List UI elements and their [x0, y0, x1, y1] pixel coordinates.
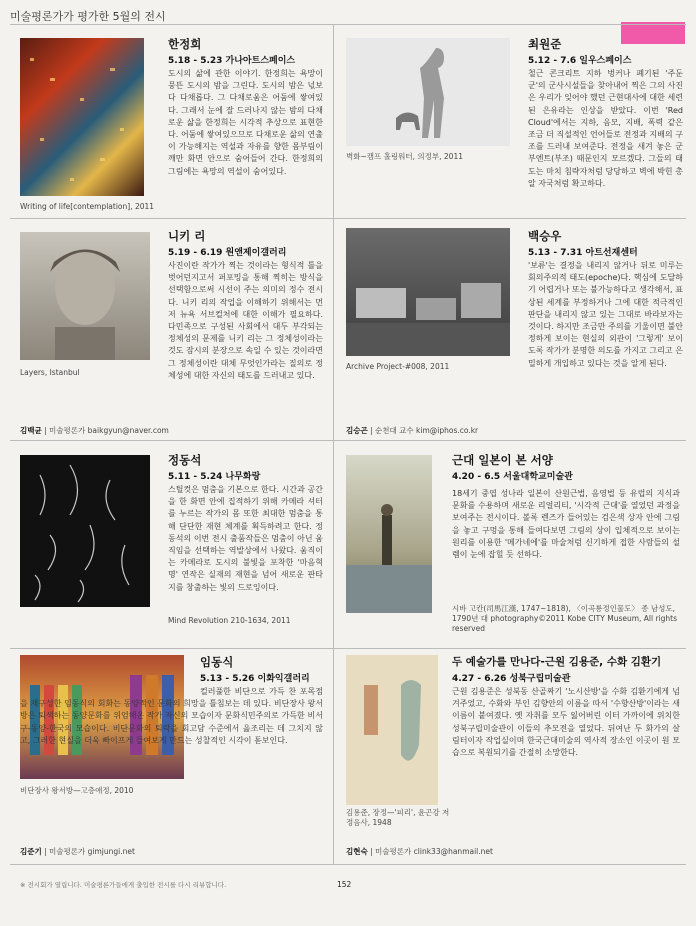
artwork-caption: Layers, Istanbul [20, 368, 80, 377]
artwork-image-nikki [20, 232, 150, 360]
artwork-image-han [20, 38, 144, 196]
city-lights-pattern [20, 38, 144, 196]
mural-figure-sketch [346, 38, 510, 146]
reviewer-name: 김승곤 [346, 426, 368, 435]
factory-interior-sketch [346, 228, 510, 356]
exhibition-dates-venue: 5.18 - 5.23 가나아트스페이스 [168, 56, 296, 66]
review-text: 도시의 삶에 관한 이야기. 한정희는 욕망이 뭉뜬 도시의 밤을 그린다. 도시의 밤은 넋보다 다채롭다. 그 다채로움은 어둠에 쌓여있다. 그래서 눈에 잘 드러나지 않는 밤의 다채로운 삶을 한정희는 시각적 추상으로 표현한다. 어둠에 쌓여있으므로 다채로운 삶의 연출이 가능해지는 역설과 자유를 향한 몸부림이 깨만 화면 안으로 숨어들어 간다. 한정희의 그림에는 욕망의 역설이 숨어있다. [168, 69, 323, 176]
reviewer-credit: 김승곤 | 순천대 교수 kim@iphos.co.kr [346, 426, 479, 435]
artwork-caption: 벽화~캠프 홀링워터, 의정부, 2011 [346, 152, 463, 161]
page-number: 152 [337, 880, 352, 889]
section-header: 미술평론가가 평가한 5월의 전시 [10, 10, 166, 23]
reviewer-info: 순천대 교수 kim@iphos.co.kr [375, 426, 479, 435]
reviewer-name: 김현숙 [346, 847, 368, 856]
artwork-caption: Mind Revolution 210-1634, 2011 [168, 616, 291, 625]
exhibition-dates-venue: 4.20 - 6.5 서울대학교미술관 [452, 472, 573, 482]
reviewer-info: 미술평론가 baikgyun@naver.com [49, 426, 169, 435]
footer-note: ※ 전시회가 열립니다. 미술평론가들에게 출입한 전시를 다시 리뷰합니다. [20, 881, 227, 889]
exhibition-dates-venue: 5.13 - 5.26 이화익갤러리 [200, 674, 310, 684]
exhibition-artist: 정동석 [168, 453, 202, 467]
exhibition-dates-venue: 5.12 - 7.6 일우스페이스 [528, 56, 632, 66]
exhibition-dates-venue: 5.11 - 5.24 나무화랑 [168, 472, 261, 482]
exhibition-dates-venue: 5.13 - 7.31 아트선재센터 [528, 248, 638, 258]
reviewer-credit: 김백균 | 미술평론가 baikgyun@naver.com [20, 426, 169, 435]
column-divider [333, 24, 334, 864]
reviewer-name: 김준기 [20, 847, 42, 856]
bottom-rule [10, 864, 686, 865]
exhibition-dates-venue: 5.19 - 6.19 원앤제이갤러리 [168, 248, 287, 258]
row-divider-2 [10, 440, 686, 441]
exhibition-artist: 두 예술가를 만나다-근원 김용준, 수화 김환기 [452, 656, 662, 668]
artwork-image-jung [20, 455, 150, 607]
artwork-caption: 시바 고칸(司馬江漢, 1747~1818), 〈이곡룡정인물도〉 종 남성도, 1790년 대 photography©2011 Kobe CITY Museum, All rights reserved [452, 604, 678, 633]
exhibition-artist: 한정희 [168, 37, 202, 51]
reviewer-credit: 김준기 | 미술평론가 gimjungi.net [20, 847, 135, 856]
reviewer-info: 미술평론가 clink33@hanmail.net [375, 847, 493, 856]
reviewer-info: 미술평론가 gimjungi.net [49, 847, 135, 856]
exhibition-artist: 백승우 [528, 229, 562, 243]
row-divider-1 [10, 218, 686, 219]
artwork-image-japan [346, 455, 432, 613]
exhibition-artist: 니키 리 [168, 229, 206, 243]
portrait-sketch [20, 232, 150, 360]
review-text: 사진이란 작가가 찍는 것이라는 형식적 틀을 벗어던지고서 퍼포밍을 통해 찍히는 방식을 선택함으로써 시선이 주는 의미의 정수 전시다. 니키 리의 작업을 이해하기 위해서는 먼저 뉴욕 서브컬처에 대한 이해가 필요하다. 다민족으로 구성된 사회에서 대두 부각되는 정체성의 문제를 니키 리는 그 정체성이라는 것도 잠시의 분장으로 속일 수 있는 것이라면 그 정체성이란 대체 무엇인가라는 질의로 정체성에 대한 자신의 태도를 드러내고 있다. [168, 261, 323, 380]
review-text: 근원 김용준은 성북동 산골짜기 '노시산방'을 수화 김환기에게 넘겨주었고, 수화와 부인 김향안의 이름을 따서 '수향산방'이라는 새 이름이 붙여졌다. 옛 자취를 모두 잃어버린 이터 가까이에 위치한 성북구립미술관이 이들의 추모전을 열었다. 뒤여난 두 화가의 살림터이자 작업실이며 한국근대미술의 역사적 장소인 이곳이 원 모습으로 복원되기를 간절히 소망한다. [452, 687, 680, 758]
exhibition-artist: 근대 일본이 본 서양 [452, 453, 553, 467]
artwork-caption: 김용준, 장정—'피리', 윤곤강 저 정음사, 1948 [346, 808, 450, 827]
light-drawing-sketch [20, 455, 150, 607]
exhibition-artist: 임동식 [200, 655, 234, 669]
review-text: 18세기 중엽 성나라 일본이 산원근법, 음영법 등 유럽의 지식과 문화를 수용하며 새로운 리얼리티, '시각적 근대'를 열었던 과정을 보여주는 전시이다. 볼록 렌즈가 들어있는 검은색 상자 안에 그림을 놓고 구멍을 통해 들여다보면 그림의 상이 입체적으로 보이는 원리를 이용한 '메가네에'를 마술처럼 신기하게 접한 사람들의 설렘이 눈에 잡힐 듯 선하다. [452, 489, 680, 560]
exhibition-dates-venue: 4.27 - 6.26 성북구립미술관 [452, 674, 571, 684]
artwork-image-choi [346, 38, 510, 146]
exhibition-artist: 최원준 [528, 37, 562, 51]
row-divider-3 [10, 648, 686, 649]
top-rule [10, 24, 686, 25]
pink-tab-marker [621, 22, 685, 44]
book-cover-sketch [346, 655, 438, 805]
review-text: 컬러풀한 비단으로 가득 찬 포목점을 재구성한 임동식의 회화는 동양적인 문화의 희망을 틀침보는 데 있다. 비단장사 왕서방은 퇴색하는 동양문화를 위엄해온 작가 자신의 모습이자 문화식민주의로 가득한 비서구-동양-한국의 모습이다. 비단문화의 퇴락을 회고담 수준에서 읊조리는 데 그치지 않고, 그러한 현실을 더욱 빠이프게 들여보게 만드는 성찰적인 시각이 돋보인다. [20, 687, 323, 745]
reviewer-name: 김백균 [20, 426, 42, 435]
artwork-image-kim [346, 655, 438, 805]
artwork-image-baek [346, 228, 510, 356]
review-text: 철근 콘크리트 지하 벙커나 폐기된 '주둔군'의 군사시설들을 찾아내어 찍은 그의 사진은 우리가 잊어야 했던 근현대사에 대한 세련된 은유라는 인상을 받았다. 이번 'Red Cloud'에서는 지하, 음모, 지배, 폭력 같은 조금 더 직설적인 언어들로 전정과 지배의 구조를 드러내 보여준다. 전정을 새겨 놓은 군부엔트(부조) 때문인지 모르겠다. 그들의 태도는 마치 침략자처럼 당당하고 벽에 박힌 총알 자국처럼 확고하다. [528, 69, 683, 188]
artwork-caption: 비단장사 왕서방—고층애정, 2010 [20, 786, 134, 795]
figure-by-sea-sketch [346, 455, 432, 613]
review-text: 스틸컷은 멈춤을 기본으로 한다. 시간과 공간을 한 화면 안에 집적하기 위해 카메라 셔터를 누르는 작가의 몸 또한 최대한 멈춤을 통해 단단한 재현 체계를 획득하려고 한다. 정동석의 이번 전시 출품작들은 멈춤이 아닌 움직임을 선택하는 역발상에서 나왔다. 움직이는 카메라로 도시의 불빛을 포착한 '마음혁명' 연작은 실재의 재현을 넘어 새로운 판타지를 창출하는 빛의 드로잉이다. [168, 485, 323, 592]
reviewer-credit: 김현숙 | 미술평론가 clink33@hanmail.net [346, 847, 493, 856]
artwork-caption: Writing of life[contemplation], 2011 [20, 202, 155, 211]
artwork-caption: Archive Project-#008, 2011 [346, 362, 450, 371]
review-text: '보류'는 결정을 내리지 않거나 뒤로 미루는 회의주의적 태도(epoche)다. 핵심에 도달하기 어렵거나 또는 불가능하다고 생각해서, 표상된 세계를 부정하거나 그에 대한 적극적인 판단을 내리지 않고 있는 그대로 바라보자는 것이다. 하지만 조금만 주의를 기울이면 불안정하게 보이는 현실의 외관이 '그렇게' 보이도록 작가가 분명한 의도를 가지고 그리고 은밀하게 개입하고 있다는 것을 알게 된다. [528, 261, 683, 368]
